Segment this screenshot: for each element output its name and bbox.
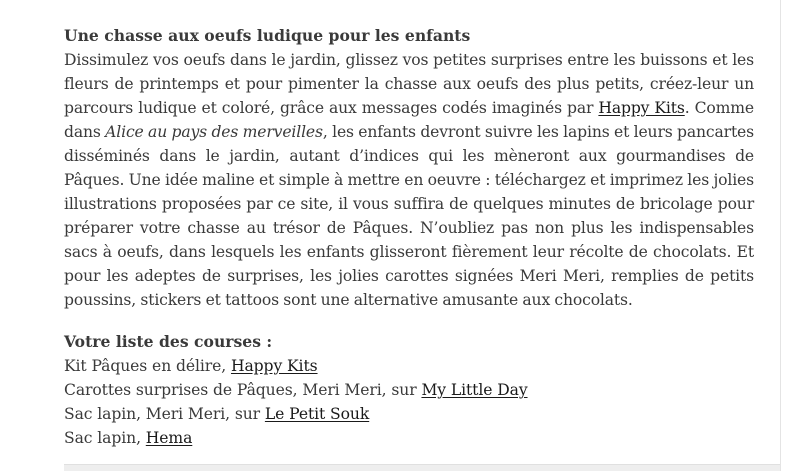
list-item bbox=[64, 378, 754, 402]
list-item bbox=[64, 354, 754, 378]
shopping-list bbox=[64, 354, 754, 450]
list-item-link-my-little-day[interactable]: My Little Day bbox=[421, 381, 528, 399]
article-body bbox=[64, 24, 754, 450]
content-divider bbox=[780, 0, 781, 471]
list-item bbox=[64, 402, 754, 426]
list-item-text: Carottes surprises de Pâques, Meri Meri, sur bbox=[64, 381, 422, 399]
paragraph-text-2: . Comme dans bbox=[64, 99, 754, 141]
happy-kits-link[interactable]: Happy Kits bbox=[598, 99, 685, 117]
list-item-link-happy-kits[interactable]: Happy Kits bbox=[230, 357, 318, 375]
shopping-list-heading: Votre liste des courses : bbox=[64, 332, 273, 351]
list-item-text: Sac lapin, Meri Meri, sur bbox=[64, 405, 265, 423]
paragraph-text-1: Dissimulez vos oeufs dans le jardin, glissez vos petites surprises entre les buissons et les fleurs de printemps et pour pimenter la chasse aux oeufs des plus petits, créez-leur un parcours ludique et coloré, grâce aux messages codés imaginés par bbox=[64, 51, 754, 117]
book-title: Alice au pays des merveilles bbox=[105, 123, 323, 141]
section-heading: Une chasse aux oeufs ludique pour les enfants bbox=[64, 26, 471, 45]
list-item-link-le-petit-souk[interactable]: Le Petit Souk bbox=[264, 405, 370, 423]
list-item-link-hema[interactable]: Hema bbox=[145, 429, 193, 447]
list-item-text: Kit Pâques en délire, bbox=[64, 357, 231, 375]
bottom-panel-edge bbox=[64, 464, 780, 471]
list-item bbox=[64, 426, 754, 450]
list-item-text: Sac lapin, bbox=[64, 429, 146, 447]
paragraph-text-3: , les enfants devront suivre les lapins et leurs pancartes disséminés dans le jardin, autant d’indices qui les mèneront aux gourmandises de Pâques. Une idée maline et simple à mettre en oeuvre : téléchargez et imprimez les jolies illustrations proposées par ce site, il vous suffira de quelques minutes de bricolage pour préparer votre chasse au trésor de Pâques. N’oubliez pas non plus les indispensables sacs à oeufs, dans lesquels les enfants glisseront fièrement leur récolte de chocolats. Et pour les adeptes de surprises, les jolies carottes signées Meri Meri, remplies de petits poussins, stickers et tattoos sont une alternative amusante aux chocolats. bbox=[64, 123, 754, 309]
article-paragraph bbox=[64, 48, 754, 312]
